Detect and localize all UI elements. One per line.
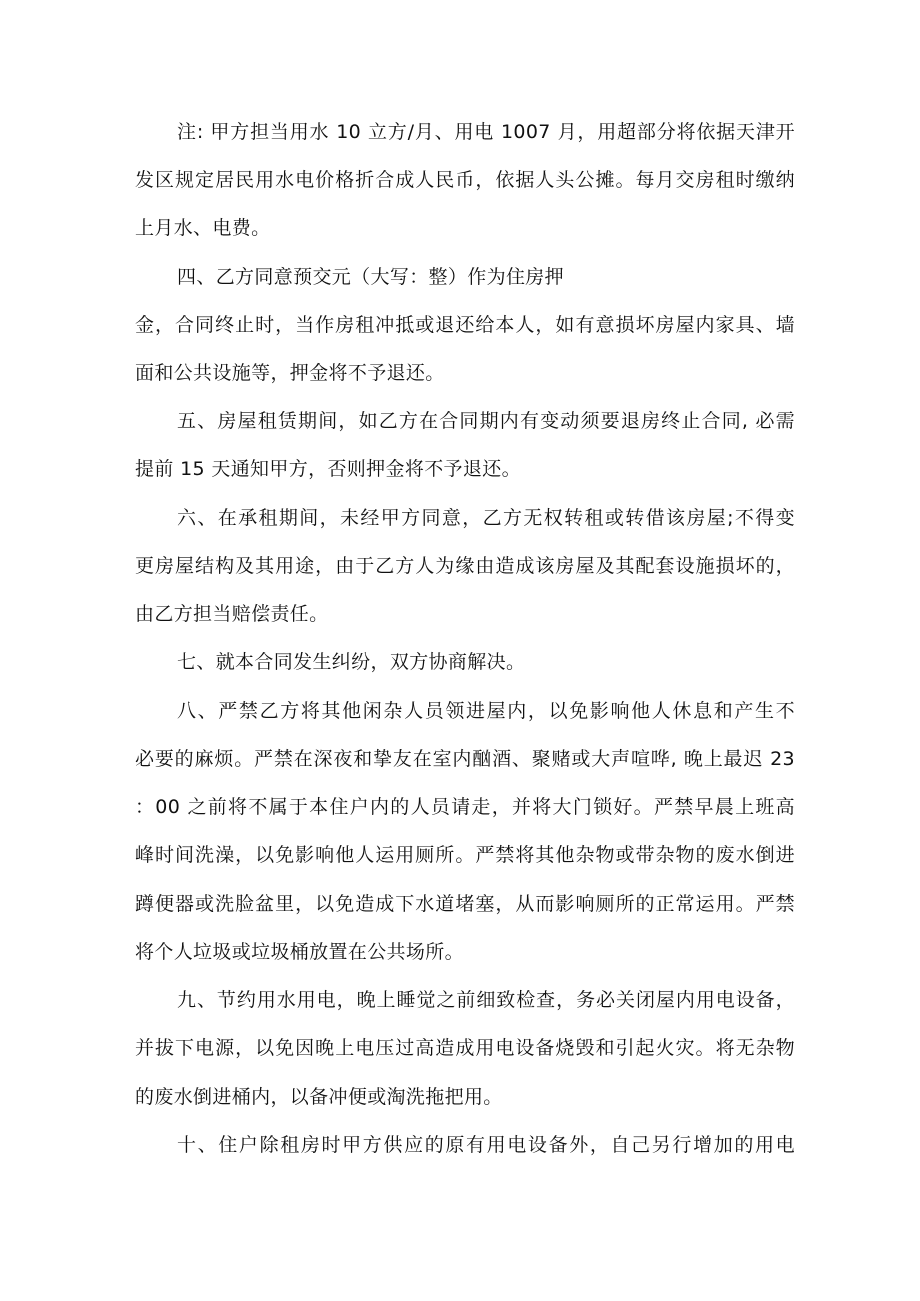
text-line: 将个人垃圾或垃圾桶放置在公共场所。 bbox=[135, 941, 464, 963]
text-line: 七、就本合同发生纠纷，双方协商解决。 bbox=[177, 651, 526, 673]
text-line: 的废水倒进桶内，以备冲便或淘洗拖把用。 bbox=[135, 1086, 503, 1108]
text-line: 九、节约用水用电，晚上睡觉之前细致检查，务必关闭屋内用电设备， bbox=[177, 989, 795, 1011]
text-line: 金，合同终止时，当作房租冲抵或退还给本人，如有意损坏房屋内家具、墙 bbox=[135, 314, 795, 336]
text-line: 蹲便器或洗脸盆里，以免造成下水道堵塞，从而影响厕所的正常运用。严禁 bbox=[135, 893, 795, 915]
text-line: 峰时间洗澡，以免影响他人运用厕所。严禁将其他杂物或带杂物的废水倒进 bbox=[135, 844, 795, 866]
text-line: 发区规定居民用水电价格折合成人民币，依据人头公摊。每月交房租时缴纳 bbox=[135, 169, 795, 191]
text-line: 十、住户除租房时甲方供应的原有用电设备外，自己另行增加的用电 bbox=[177, 1134, 795, 1156]
text-line: 面和公共设施等，押金将不予退还。 bbox=[135, 362, 445, 384]
text-line: 注: 甲方担当用水 10 立方/月、用电 1007 月，用超部分将依据天津开 bbox=[177, 121, 795, 143]
text-line: 必要的麻烦。严禁在深夜和挚友在室内酗酒、聚赌或大声喧哗, 晚上最迟 23 bbox=[135, 748, 795, 770]
text-line: 更房屋结构及其用途，由于乙方人为缘由造成该房屋及其配套设施损坏的， bbox=[135, 555, 795, 577]
text-line: 六、在承租期间，未经甲方同意，乙方无权转租或转借该房屋;不得变 bbox=[177, 507, 795, 529]
text-line: 五、房屋租赁期间，如乙方在合同期内有变动须要退房终止合同, 必需 bbox=[177, 410, 795, 432]
text-line: ：00 之前将不属于本住户内的人员请走，并将大门锁好。严禁早晨上班高 bbox=[135, 796, 795, 818]
text-line: 并拔下电源，以免因晚上电压过高造成用电设备烧毁和引起火灾。将无杂物 bbox=[135, 1037, 795, 1059]
text-line: 四、乙方同意预交元（大写：整）作为住房押 bbox=[177, 266, 565, 288]
text-line: 由乙方担当赔偿责任。 bbox=[135, 603, 329, 625]
text-line: 提前 15 天通知甲方，否则押金将不予退还。 bbox=[135, 458, 521, 480]
text-line: 上月水、电费。 bbox=[135, 217, 271, 239]
text-line: 八、严禁乙方将其他闲杂人员领进屋内，以免影响他人休息和产生不 bbox=[177, 700, 795, 722]
